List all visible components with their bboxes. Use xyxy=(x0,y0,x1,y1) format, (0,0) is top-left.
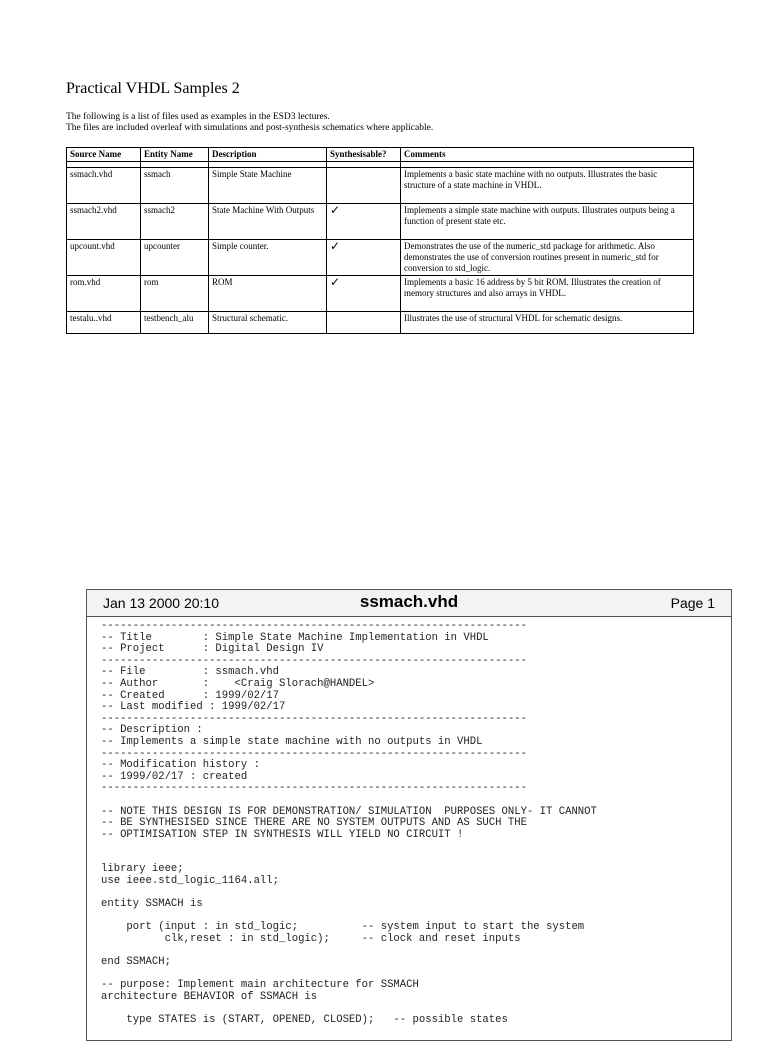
document-title: Practical VHDL Samples 2 xyxy=(66,80,240,97)
code-line: end SSMACH; xyxy=(101,956,171,969)
code-line: -- File : ssmach.vhd xyxy=(101,666,280,679)
header-comments: Comments xyxy=(401,148,694,162)
cell-description: ROM xyxy=(209,276,327,312)
code-listing xyxy=(86,589,732,1041)
cell-description: State Machine With Outputs xyxy=(209,204,327,240)
cell-synthesisable xyxy=(327,312,401,334)
code-line: ------------------------------------------------------------------- xyxy=(101,620,527,632)
cell-synthesisable xyxy=(327,168,401,204)
cell-comments: Implements a simple state machine with outputs. Illustrates outputs being a function of present state etc. xyxy=(401,204,694,240)
code-line: -- NOTE THIS DESIGN IS FOR DEMONSTRATION/ SIMULATION PURPOSES ONLY- IT CANNOT xyxy=(101,805,597,818)
cell-entity: upcounter xyxy=(141,240,209,276)
table-row xyxy=(67,204,694,240)
table-row xyxy=(67,240,694,276)
table-header-row xyxy=(67,148,694,162)
cell-synthesisable: ✓ xyxy=(327,204,401,240)
cell-description: Simple State Machine xyxy=(209,168,327,204)
code-line: ------------------------------------------------------------------- xyxy=(101,747,527,760)
listing-page-number: Page 1 xyxy=(670,595,715,611)
listing-header xyxy=(87,590,731,617)
cell-synthesisable: ✓ xyxy=(327,240,401,276)
code-line xyxy=(101,853,731,865)
code-line: ------------------------------------------------------------------- xyxy=(101,654,527,667)
cell-entity: ssmach2 xyxy=(141,204,209,240)
cell-entity: ssmach xyxy=(141,168,209,204)
code-line: architecture BEHAVIOR of SSMACH is xyxy=(101,991,318,1003)
intro-text xyxy=(66,112,433,134)
code-line: -- Implements a simple state machine with no outputs in VHDL xyxy=(101,735,483,748)
code-line: type STATES is (START, OPENED, CLOSED); -- possible states xyxy=(101,1014,508,1027)
header-description: Description xyxy=(209,148,327,162)
header-synthesisable: Synthesisable? xyxy=(327,148,401,162)
cell-comments: Implements a basic state machine with no outputs. Illustrates the basic structure of a state machine in VHDL. xyxy=(401,168,694,204)
code-line: ------------------------------------------------------------------- xyxy=(101,782,527,795)
code-line: -- purpose: Implement main architecture for SSMACH xyxy=(101,979,419,992)
cell-description: Structural schematic. xyxy=(209,312,327,334)
code-line: -- 1999/02/17 : created xyxy=(101,770,248,783)
header-entity-name: Entity Name xyxy=(141,148,209,162)
code-line xyxy=(101,946,731,958)
code-line xyxy=(101,795,731,807)
intro-line-2: The files are included overleaf with simulations and post-synthesis schematics where applicable. xyxy=(66,123,434,133)
cell-source: testalu..vhd xyxy=(67,312,141,334)
intro-line-1: The following is a list of files used as examples in the ESD3 lectures. xyxy=(66,112,330,122)
code-line: -- Modification history : xyxy=(101,759,260,772)
cell-source: ssmach2.vhd xyxy=(67,204,141,240)
code-line: library ieee; xyxy=(101,863,184,876)
cell-entity: testbench_alu xyxy=(141,312,209,334)
code-line: -- BE SYNTHESISED SINCE THERE ARE NO SYSTEM OUTPUTS AND AS SUCH THE xyxy=(101,817,527,830)
code-line: -- OPTIMISATION STEP IN SYNTHESIS WILL YIELD NO CIRCUIT ! xyxy=(101,828,464,841)
cell-source: ssmach.vhd xyxy=(67,168,141,204)
cell-comments: Demonstrates the use of the numeric_std package for arithmetic. Also demonstrates the use of conversion routines present in numeric_std for conversion to std_logic. xyxy=(401,240,694,276)
code-line: -- Project : Digital Design IV xyxy=(101,643,324,656)
table-row xyxy=(67,312,694,334)
cell-description: Simple counter. xyxy=(209,240,327,276)
code-line: entity SSMACH is xyxy=(101,898,203,911)
cell-comments: Illustrates the use of structural VHDL for schematic designs. xyxy=(401,312,694,334)
code-line: -- Description : xyxy=(101,724,203,737)
files-table xyxy=(66,147,694,334)
cell-entity: rom xyxy=(141,276,209,312)
code-line xyxy=(101,841,731,853)
code-body xyxy=(87,617,731,1027)
code-line: -- Created : 1999/02/17 xyxy=(101,689,280,702)
code-line: -- Title : Simple State Machine Implementation in VHDL xyxy=(101,631,489,644)
code-line: port (input : in std_logic; -- system input to start the system xyxy=(101,921,585,934)
header-source-name: Source Name xyxy=(67,148,141,162)
listing-filename: ssmach.vhd xyxy=(359,592,459,611)
table-row xyxy=(67,168,694,204)
cell-source: upcount.vhd xyxy=(67,240,141,276)
code-line: use ieee.std_logic_1164.all; xyxy=(101,875,280,888)
cell-source: rom.vhd xyxy=(67,276,141,312)
code-line: clk,reset : in std_logic); -- clock and reset inputs xyxy=(101,933,521,946)
listing-date: Jan 13 2000 20:10 xyxy=(103,595,219,611)
code-line: -- Author : <Craig Slorach@HANDEL> xyxy=(101,677,375,690)
code-line: -- Last modified : 1999/02/17 xyxy=(101,701,286,714)
cell-synthesisable: ✓ xyxy=(327,276,401,312)
cell-comments: Implements a basic 16 address by 5 bit ROM. Illustrates the creation of memory structures and also arrays in VHDL. xyxy=(401,276,694,312)
code-line: ------------------------------------------------------------------- xyxy=(101,712,527,725)
table-row xyxy=(67,276,694,312)
